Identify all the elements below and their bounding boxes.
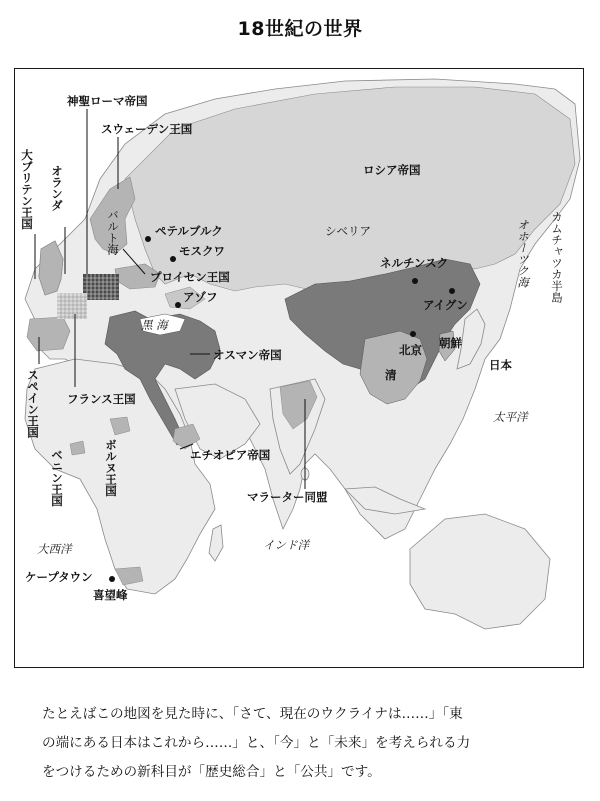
label-okhotsk: オホーツク海 xyxy=(516,219,530,288)
label-britain: 大ブリテン王国 xyxy=(20,149,34,230)
label-moscow: モスクワ xyxy=(179,244,225,258)
label-black-sea: 黒 海 xyxy=(141,318,168,332)
label-benin: ベニン王国 xyxy=(50,449,64,507)
caption-line: の端にある日本はこれから……」と、「今」と「未来」を考えられる力 xyxy=(42,735,471,751)
aigun-dot xyxy=(449,288,455,294)
beijing-dot xyxy=(410,331,416,337)
label-sweden: スウェーデン王国 xyxy=(101,122,193,136)
label-bornu: ボルヌ王国 xyxy=(104,439,118,497)
moscow-dot xyxy=(170,256,176,262)
label-ethiopia: エチオピア帝国 xyxy=(190,448,271,462)
label-france: フランス王国 xyxy=(67,392,136,406)
label-petersburg: ペテルブルク xyxy=(155,224,223,238)
label-capetown: ケープタウン xyxy=(25,570,93,584)
label-holland: オランダ xyxy=(50,165,64,211)
label-korea: 朝鮮 xyxy=(439,336,462,350)
label-russia: ロシア帝国 xyxy=(363,163,421,177)
label-ottoman: オスマン帝国 xyxy=(213,348,282,362)
label-prussia: プロイセン王国 xyxy=(150,270,230,284)
label-aigun: アイグン xyxy=(423,298,468,312)
azov-dot xyxy=(175,302,181,308)
caption-line: をつけるための新科目が「歴史総合」と「公共」です。 xyxy=(42,764,381,780)
hre-region xyxy=(83,274,119,300)
capetown-dot xyxy=(109,576,115,582)
australia-land xyxy=(410,514,550,629)
label-beijing: 北京 xyxy=(399,343,422,357)
label-hre: 神聖ローマ帝国 xyxy=(67,94,148,108)
label-azov: アゾフ xyxy=(183,290,218,304)
label-japan: 日本 xyxy=(489,358,512,372)
label-siberia: シベリア xyxy=(325,224,371,238)
label-atlantic: 大西洋 xyxy=(37,542,72,556)
label-nerchinsk: ネルチンスク xyxy=(380,256,449,270)
label-kamchatka: カムチャツカ半島 xyxy=(550,211,564,303)
madagascar-land xyxy=(209,525,223,561)
caption-text xyxy=(42,700,572,787)
page-title: 18世紀の世界 xyxy=(237,18,363,40)
world-map xyxy=(14,68,584,668)
label-baltic: バルト海 xyxy=(106,209,120,255)
label-indian-ocean: インド洋 xyxy=(263,538,309,552)
map-svg xyxy=(15,69,584,668)
label-pacific: 太平洋 xyxy=(493,410,528,424)
label-spain: スペイン王国 xyxy=(26,369,40,438)
label-maratha: マラーター同盟 xyxy=(247,490,328,504)
nerchinsk-dot xyxy=(412,278,418,284)
label-good-hope: 喜望峰 xyxy=(93,588,128,602)
spain-region xyxy=(27,317,70,351)
france-region xyxy=(57,293,87,319)
petersburg-dot xyxy=(145,236,151,242)
label-qing: 清 xyxy=(385,368,397,382)
caption-line: たとえばこの地図を見た時に、「さて、現在のウクライナは……」「東 xyxy=(42,706,463,722)
